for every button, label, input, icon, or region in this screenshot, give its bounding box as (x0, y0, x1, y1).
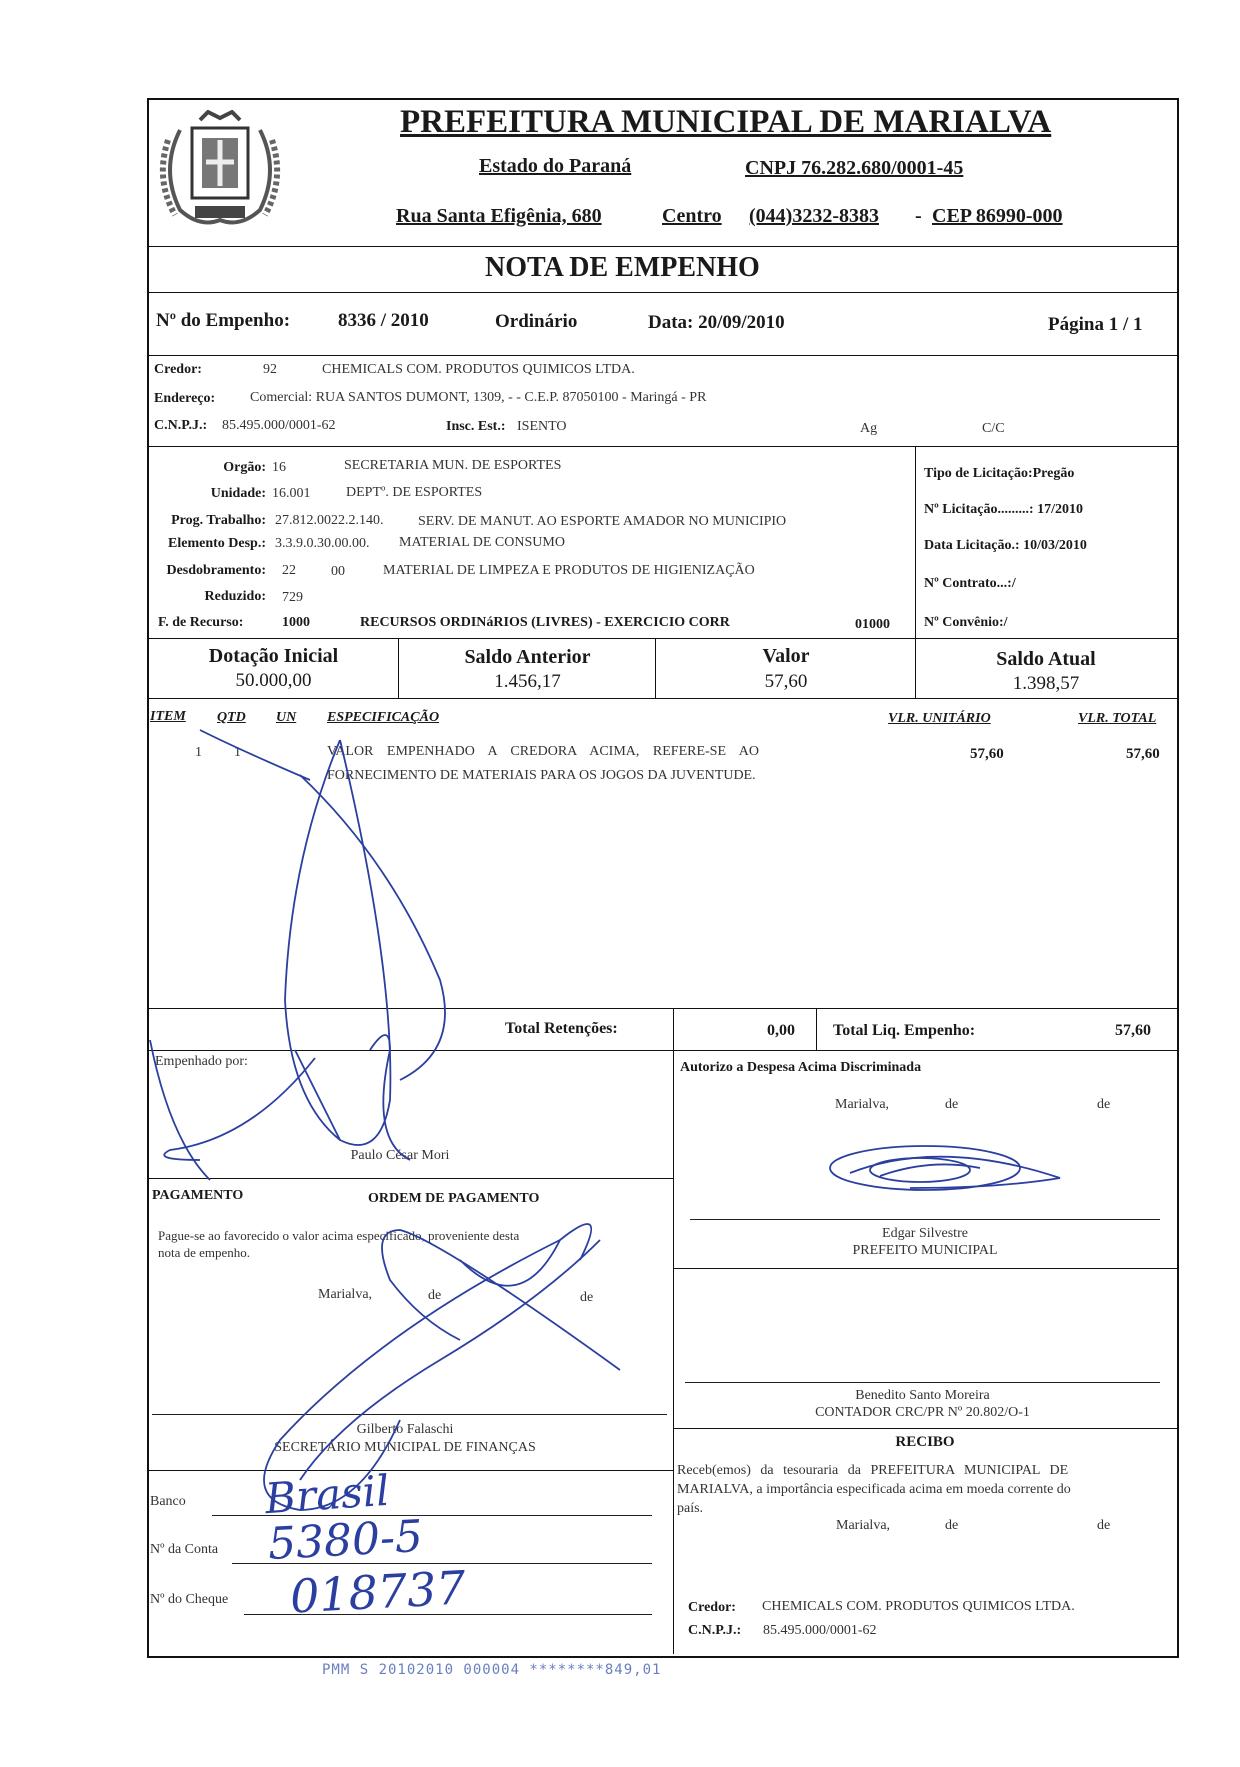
cheque-handwritten: 018737 (288, 1560, 467, 1624)
col-qtd: QTD (217, 710, 246, 725)
coat-of-arms-icon (150, 110, 290, 245)
recurso-code: 1000 (282, 615, 310, 630)
banco-handwritten: Brasil (263, 1465, 391, 1524)
reduzido-label: Reduzido: (204, 589, 266, 604)
divider (147, 246, 1177, 247)
liquido-value: 57,60 (1115, 1022, 1151, 1039)
footer-code: PMM S 20102010 000004 ********849,01 (322, 1662, 662, 1678)
numero-licitacao: Nº Licitação.........: 17/2010 (924, 502, 1083, 517)
conta-handwritten: 5380-5 (266, 1510, 425, 1571)
orgao-label: Orgão: (223, 460, 266, 475)
empenho-number: 8336 / 2010 (338, 310, 429, 331)
endereco-label: Endereço: (154, 391, 216, 406)
credor-label: Credor: (154, 362, 202, 377)
item-unit-value: 57,60 (970, 746, 1004, 762)
col-valor-unitario: VLR. UNITÁRIO (888, 711, 991, 726)
conta-corrente-label: C/C (982, 421, 1005, 436)
recibo-city: Marialva, (836, 1518, 891, 1533)
signature-line (685, 1382, 1160, 1383)
divider (673, 1428, 1177, 1429)
saldo-atual-label: Saldo Atual (996, 648, 1096, 670)
divider (147, 698, 1177, 699)
saldo-anterior-value: 1.456,17 (494, 671, 561, 692)
elemento-label: Elemento Desp.: (168, 536, 266, 551)
item-qtd: 1 (234, 745, 241, 760)
autorizo-label: Autorizo a Despesa Acima Discriminada (680, 1060, 922, 1075)
reduzido-value: 729 (282, 590, 303, 605)
header-cnpj: CNPJ 76.282.680/0001-45 (745, 157, 964, 179)
recibo-de2: de (1097, 1518, 1111, 1533)
desdobramento-label: Desdobramento: (166, 563, 266, 578)
data-licitacao: Data Licitação.: 10/03/2010 (924, 538, 1087, 553)
empenho-type: Ordinário (495, 311, 578, 332)
contador-role: CONTADOR CRC/PR Nº 20.802/O-1 (815, 1405, 1030, 1420)
autorizo-de2: de (1097, 1097, 1111, 1112)
pagamento-de1: de (428, 1288, 442, 1303)
recibo-text3: país. (677, 1501, 704, 1516)
cheque-label: Nº do Cheque (150, 1592, 229, 1607)
prog-code: 27.812.0022.2.140. (275, 513, 384, 528)
autorizo-role: PREFEITO MUNICIPAL (852, 1243, 998, 1258)
recibo-text1: Receb(emos) da tesouraria da PREFEITURA MUNICIPAL DE (677, 1463, 1069, 1478)
divider (147, 638, 1177, 639)
endereco-value: Comercial: RUA SANTOS DUMONT, 1309, - - C.E.P. 87050100 - Maringá - PR (250, 390, 707, 405)
item-number: 1 (195, 745, 202, 760)
divider (673, 1268, 1177, 1269)
conta-label: Nº da Conta (150, 1542, 219, 1557)
insc-label: Insc. Est.: (446, 419, 506, 434)
liquido-label: Total Liq. Empenho: (833, 1022, 976, 1039)
recurso-value: RECURSOS ORDINáRIOS (LIVRES) - EXERCICIO CORR (360, 615, 730, 630)
elemento-code: 3.3.9.0.30.00.00. (275, 536, 370, 551)
doc-title: NOTA DE EMPENHO (485, 252, 760, 283)
header-state: Estado do Paraná (479, 155, 632, 177)
header-phone: (044)3232-8383 (749, 205, 879, 227)
elemento-value: MATERIAL DE CONSUMO (399, 535, 565, 550)
empenhado-label: Empenhado por: (155, 1054, 248, 1069)
empenho-date: Data: 20/09/2010 (648, 312, 785, 333)
autorizo-signer: Edgar Silvestre (882, 1226, 968, 1241)
prefeito-signature-ink (820, 1128, 1090, 1208)
unidade-label: Unidade: (210, 486, 266, 501)
pagamento-city: Marialva, (318, 1287, 373, 1302)
recibo-credor-value: CHEMICALS COM. PRODUTOS QUIMICOS LTDA. (762, 1599, 1075, 1614)
saldo-atual-value: 1.398,57 (1012, 673, 1080, 694)
signature-ink (140, 720, 700, 1550)
dotacao-value: 50.000,00 (235, 670, 312, 691)
numero-contrato: Nº Contrato...:/ (924, 576, 1016, 591)
ordem-pagamento-label: ORDEM DE PAGAMENTO (368, 1191, 540, 1206)
divider (147, 355, 1177, 356)
recurso-number: 01000 (855, 617, 890, 632)
pagamento-role: SECRETÁRIO MUNICIPAL DE FINANÇAS (274, 1440, 536, 1455)
divider-vertical (655, 638, 656, 698)
orgao-code: 16 (272, 460, 286, 475)
col-un: UN (276, 710, 297, 725)
pagamento-text1: Pague-se ao favorecido o valor acima especificado, proveniente desta (158, 1228, 520, 1243)
cnpj-label: C.N.P.J.: (154, 418, 208, 433)
banco-label: Banco (150, 1494, 186, 1509)
contador-signer: Benedito Santo Moreira (855, 1388, 990, 1403)
header-title: PREFEITURA MUNICIPAL DE MARIALVA (400, 104, 1052, 140)
page-number: Página 1 / 1 (1048, 314, 1143, 335)
pagamento-de2: de (580, 1290, 594, 1305)
recibo-text2: MARIALVA, a importância especificada acima em moeda corrente do (677, 1482, 1071, 1497)
recibo-cnpj-label: C.N.P.J.: (688, 1623, 742, 1638)
item-total-value: 57,60 (1126, 746, 1160, 762)
orgao-value: SECRETARIA MUN. DE ESPORTES (344, 458, 562, 473)
tipo-licitacao: Tipo de Licitação:Pregão (924, 466, 1075, 481)
recibo-credor-label: Credor: (688, 1600, 736, 1615)
empenhado-signer: Paulo César Mori (350, 1148, 450, 1163)
unidade-value: DEPTº. DE ESPORTES (346, 485, 483, 500)
divider (147, 292, 1177, 293)
numero-convenio: Nº Convênio:/ (924, 615, 1008, 630)
recibo-cnpj-value: 85.495.000/0001-62 (763, 1623, 877, 1638)
header-sep: - (915, 205, 922, 227)
recibo-de1: de (945, 1518, 959, 1533)
prog-value: SERV. DE MANUT. AO ESPORTE AMADOR NO MUNICIPIO (418, 514, 787, 529)
col-item: ITEM (150, 709, 186, 724)
unidade-code: 16.001 (272, 486, 311, 501)
divider (147, 446, 1177, 447)
divider-vertical (816, 1008, 817, 1050)
retencoes-label: Total Retenções: (505, 1020, 618, 1037)
item-spec-line1: VALOR EMPENHADO A CREDORA ACIMA, REFERE-SE AO (327, 744, 759, 759)
pagamento-label: PAGAMENTO (152, 1188, 244, 1203)
col-valor-total: VLR. TOTAL (1078, 711, 1157, 726)
item-spec-line2: FORNECIMENTO DE MATERIAIS PARA OS JOGOS DA JUVENTUDE. (327, 768, 756, 783)
header-address: Rua Santa Efigênia, 680 (396, 205, 602, 227)
credor-code: 92 (263, 362, 277, 377)
recurso-label: F. de Recurso: (158, 615, 244, 630)
desdobramento-code1: 22 (282, 563, 296, 578)
signature-line (690, 1219, 1160, 1220)
valor-value: 57,60 (764, 671, 808, 692)
header-cep: CEP 86990-000 (932, 205, 1063, 227)
desdobramento-value: MATERIAL DE LIMPEZA E PRODUTOS DE HIGIENIZAÇÃO (383, 563, 755, 578)
divider-vertical (915, 446, 916, 638)
pagamento-signer: Gilberto Falaschi (356, 1422, 454, 1437)
saldo-anterior-label: Saldo Anterior (464, 646, 591, 668)
divider-vertical (915, 638, 916, 698)
col-especificacao: ESPECIFICAÇÃO (327, 710, 440, 725)
dotacao-label: Dotação Inicial (208, 645, 339, 667)
insc-value: ISENTO (517, 419, 567, 434)
pagamento-text2: nota de empenho. (158, 1245, 251, 1260)
divider-vertical (398, 638, 399, 698)
empenho-label: Nº do Empenho: (156, 310, 291, 331)
header-district: Centro (662, 205, 722, 227)
desdobramento-code2: 00 (331, 564, 345, 579)
cnpj-value: 85.495.000/0001-62 (222, 418, 336, 433)
retencoes-value: 0,00 (767, 1022, 795, 1039)
autorizo-de1: de (945, 1097, 959, 1112)
valor-label: Valor (762, 645, 810, 667)
credor-name: CHEMICALS COM. PRODUTOS QUIMICOS LTDA. (322, 362, 635, 377)
recibo-label: RECIBO (895, 1434, 955, 1450)
autorizo-city: Marialva, (835, 1097, 890, 1112)
agencia-label: Ag (860, 421, 878, 436)
prog-label: Prog. Trabalho: (171, 513, 266, 528)
